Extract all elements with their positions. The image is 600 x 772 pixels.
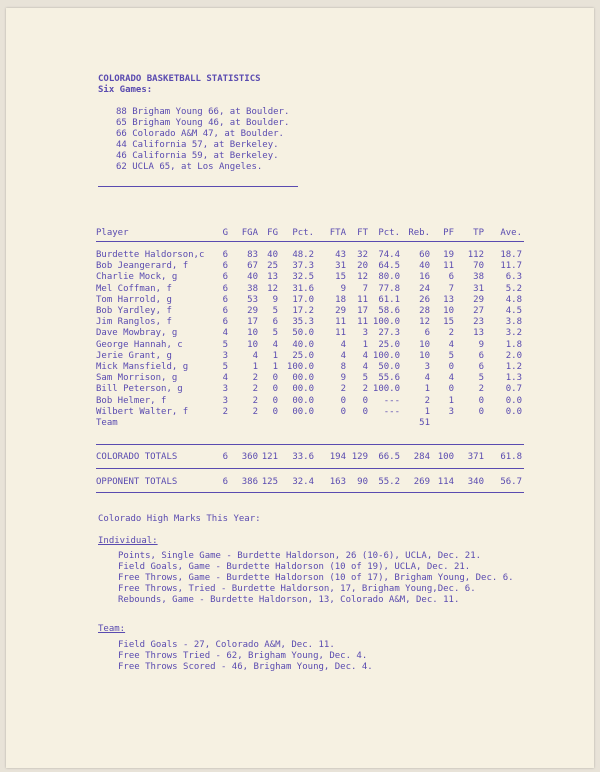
ft-pct-cell: 66.5 xyxy=(378,452,400,462)
average-cell: 1.2 xyxy=(505,362,522,372)
total-points-cell: 29 xyxy=(473,295,484,305)
fta-cell: 163 xyxy=(329,477,346,487)
player-cell: Mick Mansfield, g xyxy=(96,362,189,372)
player-cell: Bob Jeangerard, f xyxy=(96,261,189,271)
table-row xyxy=(6,340,594,351)
fga-cell: 38 xyxy=(247,284,258,294)
rebounds-cell: 284 xyxy=(413,452,430,462)
list-item: Free Throws, Tried - Burdette Haldorson, 17, Brigham Young,Dec. 6. xyxy=(118,584,476,594)
table-row xyxy=(6,351,594,362)
games-cell: 6 xyxy=(222,317,228,327)
fga-cell: 1 xyxy=(252,362,258,372)
fta-cell: 4 xyxy=(340,340,346,350)
fg-pct-cell: 25.0 xyxy=(292,351,314,361)
player-cell: George Hannah, c xyxy=(96,340,183,350)
ft-cell: 90 xyxy=(357,477,368,487)
ft-pct-cell: 77.8 xyxy=(378,284,400,294)
fta-cell: 9 xyxy=(340,284,346,294)
games-cell: 6 xyxy=(222,261,228,271)
fouls-cell: 5 xyxy=(448,351,454,361)
average-cell: 1.3 xyxy=(505,373,522,383)
fg-cell: 5 xyxy=(272,306,278,316)
fta-cell: 11 xyxy=(335,317,346,327)
rebounds-cell: 10 xyxy=(419,351,430,361)
fga-cell: 386 xyxy=(241,477,258,487)
fg-cell: 40 xyxy=(267,250,278,260)
fouls-cell: 13 xyxy=(443,295,454,305)
fta-cell: 9 xyxy=(340,373,346,383)
rebounds-cell: 4 xyxy=(424,373,430,383)
fga-cell: 10 xyxy=(247,328,258,338)
rebounds-cell: 26 xyxy=(419,295,430,305)
opponent-divider xyxy=(96,468,524,469)
fg-pct-cell: 17.2 xyxy=(292,306,314,316)
column-header: Pct. xyxy=(378,228,400,238)
total-points-cell: 13 xyxy=(473,328,484,338)
average-cell: 11.7 xyxy=(500,261,522,271)
average-cell: 1.8 xyxy=(505,340,522,350)
player-cell: Team xyxy=(96,418,118,428)
game-result: 66 Colorado A&M 47, at Boulder. xyxy=(116,129,284,139)
fta-cell: 29 xyxy=(335,306,346,316)
fta-cell: 2 xyxy=(340,384,346,394)
fouls-cell: 4 xyxy=(448,373,454,383)
fta-cell: 18 xyxy=(335,295,346,305)
ft-pct-cell: 100.0 xyxy=(372,317,400,327)
table-row xyxy=(6,295,594,306)
fta-cell: 0 xyxy=(340,396,346,406)
column-header: Player xyxy=(96,228,129,238)
total-points-cell: 6 xyxy=(478,351,484,361)
rebounds-cell: 40 xyxy=(419,261,430,271)
column-header: Ave. xyxy=(500,228,522,238)
fta-cell: 43 xyxy=(335,250,346,260)
table-row xyxy=(6,306,594,317)
fg-pct-cell: 33.6 xyxy=(292,452,314,462)
ft-cell: 17 xyxy=(357,306,368,316)
rebounds-cell: 6 xyxy=(424,328,430,338)
player-cell: COLORADO TOTALS xyxy=(96,452,178,462)
fg-cell: 121 xyxy=(261,452,278,462)
column-header: FTA xyxy=(329,228,346,238)
player-cell: Burdette Haldorson,c xyxy=(96,250,205,260)
document-subtitle: Six Games: xyxy=(98,85,153,95)
rebounds-cell: 269 xyxy=(413,477,430,487)
total-points-cell: 0 xyxy=(478,396,484,406)
rebounds-cell: 24 xyxy=(419,284,430,294)
team-label: Team: xyxy=(98,624,126,634)
average-cell: 4.5 xyxy=(505,306,522,316)
column-header: Pct. xyxy=(292,228,314,238)
table-row xyxy=(6,250,594,261)
ft-pct-cell: 55.2 xyxy=(378,477,400,487)
fg-pct-cell: 00.0 xyxy=(292,396,314,406)
fg-pct-cell: 100.0 xyxy=(286,362,314,372)
fouls-cell: 10 xyxy=(443,306,454,316)
rebounds-cell: 16 xyxy=(419,272,430,282)
fg-pct-cell: 00.0 xyxy=(292,384,314,394)
fg-pct-cell: 37.3 xyxy=(292,261,314,271)
ft-cell: 0 xyxy=(362,396,368,406)
fg-cell: 13 xyxy=(267,272,278,282)
games-cell: 3 xyxy=(222,384,228,394)
ft-cell: 129 xyxy=(351,452,368,462)
fouls-cell: 19 xyxy=(443,250,454,260)
table-row xyxy=(6,284,594,295)
games-cell: 3 xyxy=(222,351,228,361)
average-cell: 3.8 xyxy=(505,317,522,327)
total-points-cell: 112 xyxy=(467,250,484,260)
ft-pct-cell: --- xyxy=(383,396,400,406)
fg-cell: 1 xyxy=(272,351,278,361)
games-cell: 6 xyxy=(222,272,228,282)
ft-cell: 11 xyxy=(357,317,368,327)
average-cell: 2.0 xyxy=(505,351,522,361)
totals-divider xyxy=(96,444,524,445)
document-title: COLORADO BASKETBALL STATISTICS xyxy=(98,74,261,84)
column-header: G xyxy=(222,228,228,238)
fga-cell: 2 xyxy=(252,384,258,394)
fg-pct-cell: 40.0 xyxy=(292,340,314,350)
fouls-cell: 114 xyxy=(437,477,454,487)
fga-cell: 29 xyxy=(247,306,258,316)
high-marks-title: Colorado High Marks This Year: xyxy=(98,514,261,524)
player-cell: OPPONENT TOTALS xyxy=(96,477,178,487)
average-cell: 6.3 xyxy=(505,272,522,282)
rebounds-cell: 1 xyxy=(424,407,430,417)
header-divider xyxy=(96,241,524,242)
average-cell: 0.0 xyxy=(505,396,522,406)
fg-pct-cell: 17.0 xyxy=(292,295,314,305)
table-row xyxy=(6,418,594,429)
ft-cell: 1 xyxy=(362,340,368,350)
rebounds-cell: 1 xyxy=(424,384,430,394)
average-cell: 0.7 xyxy=(505,384,522,394)
ft-cell: 4 xyxy=(362,351,368,361)
fg-cell: 0 xyxy=(272,407,278,417)
ft-cell: 4 xyxy=(362,362,368,372)
games-cell: 3 xyxy=(222,396,228,406)
fouls-cell: 0 xyxy=(448,384,454,394)
average-cell: 56.7 xyxy=(500,477,522,487)
list-item: Free Throws Scored - 46, Brigham Young, Dec. 4. xyxy=(118,662,373,672)
colorado-totals-row xyxy=(6,452,594,463)
player-cell: Mel Coffman, f xyxy=(96,284,172,294)
fg-pct-cell: 48.2 xyxy=(292,250,314,260)
ft-cell: 0 xyxy=(362,407,368,417)
total-points-cell: 31 xyxy=(473,284,484,294)
rebounds-cell: 10 xyxy=(419,340,430,350)
total-points-cell: 371 xyxy=(467,452,484,462)
fg-pct-cell: 50.0 xyxy=(292,328,314,338)
ft-cell: 7 xyxy=(362,284,368,294)
total-points-cell: 23 xyxy=(473,317,484,327)
game-result: 62 UCLA 65, at Los Angeles. xyxy=(116,162,263,172)
column-header: FGA xyxy=(241,228,258,238)
ft-pct-cell: 55.6 xyxy=(378,373,400,383)
fouls-cell: 4 xyxy=(448,340,454,350)
fta-cell: 11 xyxy=(335,328,346,338)
ft-cell: 3 xyxy=(362,328,368,338)
ft-pct-cell: --- xyxy=(383,407,400,417)
ft-pct-cell: 64.5 xyxy=(378,261,400,271)
games-cell: 2 xyxy=(222,407,228,417)
column-header: FG xyxy=(267,228,278,238)
fta-cell: 8 xyxy=(340,362,346,372)
player-cell: Jerie Grant, g xyxy=(96,351,172,361)
ft-cell: 12 xyxy=(357,272,368,282)
table-row xyxy=(6,373,594,384)
games-cell: 5 xyxy=(222,362,228,372)
fta-cell: 0 xyxy=(340,407,346,417)
fg-cell: 0 xyxy=(272,373,278,383)
rebounds-cell: 3 xyxy=(424,362,430,372)
total-points-cell: 70 xyxy=(473,261,484,271)
table-row xyxy=(6,384,594,395)
fouls-cell: 3 xyxy=(448,407,454,417)
rebounds-cell: 28 xyxy=(419,306,430,316)
ft-pct-cell: 27.3 xyxy=(378,328,400,338)
games-cell: 6 xyxy=(222,250,228,260)
player-cell: Wilbert Walter, f xyxy=(96,407,189,417)
list-item: Field Goals - 27, Colorado A&M, Dec. 11. xyxy=(118,640,335,650)
total-points-cell: 6 xyxy=(478,362,484,372)
opponent-totals-row xyxy=(6,477,594,488)
rebounds-cell: 2 xyxy=(424,396,430,406)
player-cell: Jim Ranglos, f xyxy=(96,317,172,327)
ft-pct-cell: 61.1 xyxy=(378,295,400,305)
ft-pct-cell: 50.0 xyxy=(378,362,400,372)
fg-cell: 4 xyxy=(272,340,278,350)
fg-cell: 1 xyxy=(272,362,278,372)
games-cell: 6 xyxy=(222,295,228,305)
game-result: 46 California 59, at Berkeley. xyxy=(116,151,279,161)
fga-cell: 17 xyxy=(247,317,258,327)
ft-pct-cell: 74.4 xyxy=(378,250,400,260)
list-item: Field Goals, Game - Burdette Haldorson (10 of 19), UCLA, Dec. 21. xyxy=(118,562,471,572)
list-item: Rebounds, Game - Burdette Haldorson, 13, Colorado A&M, Dec. 11. xyxy=(118,595,460,605)
fg-cell: 0 xyxy=(272,384,278,394)
individual-label: Individual: xyxy=(98,536,158,546)
fga-cell: 67 xyxy=(247,261,258,271)
player-cell: Sam Morrison, g xyxy=(96,373,178,383)
fg-cell: 5 xyxy=(272,328,278,338)
player-cell: Bob Helmer, f xyxy=(96,396,167,406)
total-points-cell: 5 xyxy=(478,373,484,383)
rebounds-cell: 51 xyxy=(419,418,430,428)
game-result: 44 California 57, at Berkeley. xyxy=(116,140,279,150)
ft-cell: 5 xyxy=(362,373,368,383)
fta-cell: 194 xyxy=(329,452,346,462)
table-bottom-divider xyxy=(96,492,524,493)
table-row xyxy=(6,272,594,283)
fouls-cell: 7 xyxy=(448,284,454,294)
fg-cell: 0 xyxy=(272,396,278,406)
divider xyxy=(98,186,298,187)
average-cell: 61.8 xyxy=(500,452,522,462)
fga-cell: 83 xyxy=(247,250,258,260)
fouls-cell: 11 xyxy=(443,261,454,271)
column-header: TP xyxy=(473,228,484,238)
game-result: 88 Brigham Young 66, at Boulder. xyxy=(116,107,290,117)
table-row xyxy=(6,407,594,418)
average-cell: 3.2 xyxy=(505,328,522,338)
fg-cell: 9 xyxy=(272,295,278,305)
table-row xyxy=(6,261,594,272)
table-row xyxy=(6,396,594,407)
ft-cell: 11 xyxy=(357,295,368,305)
fta-cell: 4 xyxy=(340,351,346,361)
fouls-cell: 100 xyxy=(437,452,454,462)
list-item: Free Throws Tried - 62, Brigham Young, Dec. 4. xyxy=(118,651,368,661)
fga-cell: 4 xyxy=(252,351,258,361)
total-points-cell: 340 xyxy=(467,477,484,487)
games-cell: 6 xyxy=(222,306,228,316)
fg-cell: 125 xyxy=(261,477,278,487)
total-points-cell: 38 xyxy=(473,272,484,282)
ft-cell: 32 xyxy=(357,250,368,260)
fga-cell: 2 xyxy=(252,396,258,406)
average-cell: 4.8 xyxy=(505,295,522,305)
games-cell: 6 xyxy=(222,477,228,487)
document-page xyxy=(6,8,594,768)
ft-pct-cell: 100.0 xyxy=(372,351,400,361)
games-cell: 6 xyxy=(222,284,228,294)
fg-pct-cell: 32.5 xyxy=(292,272,314,282)
fg-cell: 12 xyxy=(267,284,278,294)
ft-cell: 2 xyxy=(362,384,368,394)
rebounds-cell: 12 xyxy=(419,317,430,327)
fouls-cell: 1 xyxy=(448,396,454,406)
total-points-cell: 2 xyxy=(478,384,484,394)
fga-cell: 360 xyxy=(241,452,258,462)
fta-cell: 31 xyxy=(335,261,346,271)
game-result: 65 Brigham Young 46, at Boulder. xyxy=(116,118,290,128)
total-points-cell: 27 xyxy=(473,306,484,316)
rebounds-cell: 60 xyxy=(419,250,430,260)
ft-cell: 20 xyxy=(357,261,368,271)
column-header: PF xyxy=(443,228,454,238)
fg-pct-cell: 32.4 xyxy=(292,477,314,487)
player-cell: Tom Harrold, g xyxy=(96,295,172,305)
table-row xyxy=(6,328,594,339)
ft-pct-cell: 58.6 xyxy=(378,306,400,316)
fta-cell: 15 xyxy=(335,272,346,282)
ft-pct-cell: 80.0 xyxy=(378,272,400,282)
fg-cell: 6 xyxy=(272,317,278,327)
fga-cell: 53 xyxy=(247,295,258,305)
fg-pct-cell: 00.0 xyxy=(292,407,314,417)
ft-pct-cell: 25.0 xyxy=(378,340,400,350)
player-cell: Bob Yardley, f xyxy=(96,306,172,316)
table-header xyxy=(6,228,594,239)
fga-cell: 2 xyxy=(252,373,258,383)
fg-pct-cell: 35.3 xyxy=(292,317,314,327)
total-points-cell: 0 xyxy=(478,407,484,417)
list-item: Points, Single Game - Burdette Haldorson, 26 (10-6), UCLA, Dec. 21. xyxy=(118,551,482,561)
fga-cell: 40 xyxy=(247,272,258,282)
fga-cell: 10 xyxy=(247,340,258,350)
fouls-cell: 6 xyxy=(448,272,454,282)
fouls-cell: 0 xyxy=(448,362,454,372)
table-row xyxy=(6,317,594,328)
fg-cell: 25 xyxy=(267,261,278,271)
average-cell: 18.7 xyxy=(500,250,522,260)
ft-pct-cell: 100.0 xyxy=(372,384,400,394)
fga-cell: 2 xyxy=(252,407,258,417)
player-cell: Bill Peterson, g xyxy=(96,384,183,394)
column-header: FT xyxy=(357,228,368,238)
fg-pct-cell: 31.6 xyxy=(292,284,314,294)
fouls-cell: 15 xyxy=(443,317,454,327)
table-row xyxy=(6,362,594,373)
fg-pct-cell: 00.0 xyxy=(292,373,314,383)
games-cell: 5 xyxy=(222,340,228,350)
list-item: Free Throws, Game - Burdette Haldorson (10 of 17), Brigham Young, Dec. 6. xyxy=(118,573,514,583)
games-cell: 6 xyxy=(222,452,228,462)
average-cell: 5.2 xyxy=(505,284,522,294)
player-cell: Dave Mowbray, g xyxy=(96,328,178,338)
total-points-cell: 9 xyxy=(478,340,484,350)
fouls-cell: 2 xyxy=(448,328,454,338)
column-header: Reb. xyxy=(408,228,430,238)
average-cell: 0.0 xyxy=(505,407,522,417)
games-cell: 4 xyxy=(222,328,228,338)
player-cell: Charlie Mock, g xyxy=(96,272,178,282)
games-cell: 4 xyxy=(222,373,228,383)
